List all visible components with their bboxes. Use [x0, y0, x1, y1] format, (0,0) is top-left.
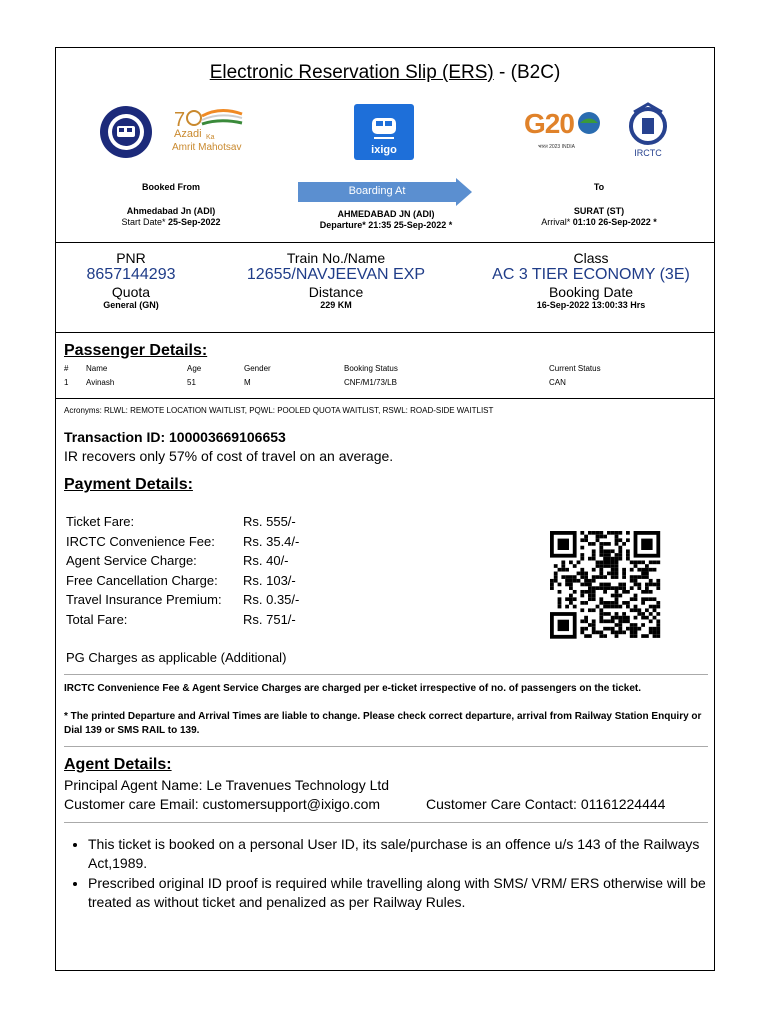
to-station: SURAT (ST) [573, 206, 625, 216]
irctc-text: IRCTC [634, 148, 662, 158]
booked-from-station: Ahmedabad Jn (ADI) [126, 206, 216, 216]
passenger-name: Avinash [86, 378, 115, 387]
booking-date-value: 16-Sep-2022 13:00:33 Hrs [536, 300, 646, 310]
passenger-details-title: Passenger Details: [64, 342, 208, 359]
train-block [226, 250, 446, 310]
col-header-booking-status: Booking Status [344, 364, 398, 373]
ers-slip [55, 47, 715, 971]
ixigo-logo [354, 104, 414, 160]
departure-label: Departure* [319, 220, 366, 230]
ir-recovery-note: IR recovers only 57% of cost of travel on an average. [64, 448, 394, 464]
customer-care-email: Customer care Email: customersupport@ixigo.com [64, 796, 381, 812]
pnr-label: PNR [116, 250, 146, 266]
pnr-block [56, 250, 206, 310]
booked-from-label: Booked From [141, 182, 200, 192]
arrival [516, 217, 682, 228]
divider [56, 398, 714, 399]
divider [64, 746, 708, 747]
timing-note: * The printed Departure and Arrival Times are liable to change. Please check correct departure, arrival from Railway Station Enquiry or Dial 139 or SMS RAIL to 139. [64, 711, 702, 736]
list-item: • Prescribed original ID proof is required while travelling along with SMS/ VRM/ ERS otherwise will be treated as without ticket and penalized as per Railway Rules. [88, 874, 728, 912]
payment-label: IRCTC Convenience Fee: [66, 533, 215, 549]
booking-date-label: Booking Date [548, 284, 634, 300]
class-value: AC 3 TIER ECONOMY (3E) [492, 266, 690, 283]
list-item: • This ticket is booked on a personal User ID, its sale/purchase is an offence u/s 143 of the Railways Act,1989. [88, 835, 728, 873]
passenger-current-status: CAN [549, 378, 566, 387]
divider [56, 242, 714, 243]
payment-row-convenience-fee [66, 533, 300, 549]
payment-label: Agent Service Charge: [66, 553, 197, 568]
amrit-mahotsav-text: Amrit Mahotsav [172, 142, 242, 153]
pnr-value: 8657144293 [86, 266, 176, 283]
payment-amount: Rs. 35.4/- [243, 533, 300, 549]
col-header-gender: Gender [244, 364, 271, 373]
title-main: Electronic Reservation Slip (ERS) [209, 62, 494, 83]
irctc-logo [624, 102, 672, 162]
distance-value: 229 KM [320, 300, 352, 310]
start-date-value: 25-Sep-2022 [168, 217, 221, 227]
payment-row-travel-insurance [66, 592, 300, 607]
rules-list [70, 835, 728, 913]
payment-amount: Rs. 0.35/- [243, 592, 300, 607]
arrival-label: Arrival* [541, 217, 571, 227]
start-date-label: Start Date* [121, 217, 166, 227]
g20-subtext: भारत 2023 INDIA [538, 144, 575, 150]
agent-details-title: Agent Details: [64, 756, 172, 773]
qr-code [550, 531, 668, 643]
payment-row-free-cancellation [66, 572, 296, 588]
payment-amount: Rs. 40/- [243, 553, 289, 568]
azadi-text: Azadi [174, 128, 202, 140]
pg-charges-note: PG Charges as applicable (Additional) [66, 650, 287, 665]
payment-row-total-fare [66, 611, 296, 627]
divider [56, 332, 714, 333]
payment-row-agent-charge [66, 553, 289, 568]
quota-label: Quota [111, 284, 151, 300]
acronyms: Acronyms: RLWL: REMOTE LOCATION WAITLIST, PQWL: POOLED QUOTA WAITLIST, RSWL: ROAD-SIDE WAITLIST [64, 406, 494, 415]
svg-text:7: 7 [174, 109, 186, 131]
col-header-current-status: Current Status [549, 364, 601, 373]
principal-agent: Principal Agent Name: Le Travenues Technology Ltd [64, 777, 390, 793]
quota-value: General (GN) [103, 300, 159, 310]
payment-label: Ticket Fare: [66, 514, 135, 529]
departure-value: 21:35 25-Sep-2022 * [368, 220, 453, 230]
col-header-age: Age [187, 364, 202, 373]
divider [64, 822, 708, 823]
page-title [56, 62, 714, 84]
payment-row-ticket-fare [66, 514, 296, 529]
payment-label: Free Cancellation Charge: [66, 572, 218, 588]
transaction-id: Transaction ID: 100003669106653 [64, 429, 286, 445]
payment-details-title: Payment Details: [64, 476, 193, 493]
passenger-gender: M [244, 378, 251, 387]
payment-amount: Rs. 555/- [243, 514, 296, 529]
title-suffix: - (B2C) [499, 62, 561, 83]
divider [64, 674, 708, 675]
payment-amount: Rs. 751/- [243, 611, 296, 627]
boarding-station: AHMEDABAD JN (ADI) [337, 209, 435, 219]
payment-amount: Rs. 103/- [243, 572, 296, 588]
indian-railways-logo [94, 104, 158, 160]
train-label: Train No./Name [286, 250, 386, 266]
class-label: Class [573, 250, 609, 266]
payment-label: Travel Insurance Premium: [66, 592, 222, 607]
convenience-fee-note: IRCTC Convenience Fee & Agent Service Charges are charged per e-ticket irrespective of no. of passengers on the ticket. [64, 683, 642, 694]
passenger-age: 51 [187, 378, 196, 387]
customer-care-contact: Customer Care Contact: 01161224444 [426, 796, 666, 812]
boarding-arrow [298, 178, 472, 206]
train-value: 12655/NAVJEEVAN EXP [246, 266, 426, 283]
col-header-name: Name [86, 364, 108, 373]
payment-label: Total Fare: [66, 611, 128, 627]
ixigo-text: ixigo [371, 144, 397, 156]
to-label: To [593, 182, 605, 192]
arrival-value: 01:10 26-Sep-2022 * [572, 217, 657, 227]
start-date [96, 217, 246, 228]
distance-label: Distance [308, 284, 364, 300]
boarding-at-label: Boarding At [348, 185, 406, 197]
indian-railways-text [94, 104, 103, 105]
azadi-ka-text: Ka [206, 134, 215, 141]
col-header-index: # [64, 364, 69, 373]
passenger-index: 1 [64, 378, 69, 387]
class-block [466, 250, 716, 310]
g20-logo [524, 108, 608, 158]
passenger-booking-status: CNF/M1/73/LB [344, 378, 397, 387]
azadi-ka-amrit-mahotsav-logo [172, 106, 258, 158]
g20-text: G20 [524, 108, 574, 139]
departure [286, 220, 486, 231]
